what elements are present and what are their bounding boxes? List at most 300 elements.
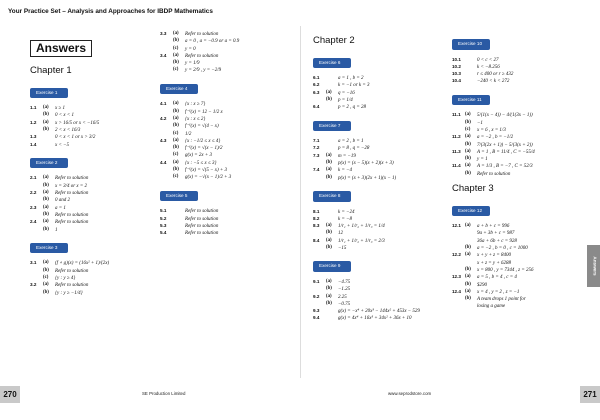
answer-row	[160, 224, 218, 231]
question-number	[30, 269, 43, 276]
answer-row	[30, 291, 109, 298]
answer-row	[30, 176, 88, 183]
question-number	[452, 261, 465, 268]
answer-row	[160, 124, 231, 131]
part-label: (b)	[173, 60, 179, 66]
question-number: 7.3	[313, 152, 320, 158]
question-number	[160, 61, 173, 68]
question-number	[452, 297, 465, 304]
part-label: (a)	[173, 31, 179, 36]
exercise-2-answers	[30, 176, 88, 234]
part-label: (b)	[43, 112, 49, 118]
column-4	[452, 36, 584, 312]
answer-text: {x : −5 ≤ x ≤ 3}	[185, 160, 217, 166]
answer-text: Refer to solution	[55, 212, 89, 218]
answer-row	[160, 153, 231, 160]
part-label: (a)	[326, 167, 332, 173]
answer-row	[452, 72, 513, 79]
answer-text: 1	[55, 227, 58, 233]
part-label	[465, 304, 477, 311]
answer-text: 2 < x < 16/3	[55, 127, 81, 133]
answer-text: x = 4 , y = 2 , z = −1	[477, 289, 520, 295]
exercise-11-answers	[452, 113, 535, 179]
question-number: 4.4	[160, 159, 167, 165]
answer-text: f⁻¹(x) = √(x − 1)/2	[185, 146, 223, 152]
answer-text: $290	[477, 282, 487, 288]
answer-text: f⁻¹(x) = 12 − 1/2 x	[185, 109, 223, 115]
question-number: 4.3	[160, 137, 167, 143]
question-number	[160, 39, 173, 46]
part-label: (a)	[173, 159, 179, 165]
question-number: 12.1	[452, 223, 461, 229]
answer-text: 0 and 2	[55, 198, 70, 204]
answer-text: −4.75	[338, 279, 351, 285]
part-label	[43, 135, 55, 142]
answer-text: Refer to solution	[185, 216, 219, 222]
answer-row	[160, 132, 231, 139]
part-label: (a)	[43, 175, 49, 181]
part-label: (a)	[465, 288, 471, 294]
part-label: (a)	[173, 137, 179, 143]
answer-text: p = 8 , q = −28	[338, 146, 370, 152]
exercise-3-continued-answers	[160, 32, 239, 76]
answer-row	[160, 161, 231, 168]
column-1	[30, 30, 138, 298]
answer-text: g(x) = −x⁴ + 20x³ − 144x² + 453x − 529	[338, 309, 420, 315]
question-number	[30, 228, 43, 235]
part-label	[173, 224, 185, 231]
part-label: (b)	[43, 211, 49, 217]
part-label	[465, 72, 477, 79]
question-number: 4.1	[160, 101, 167, 107]
part-label: (b)	[173, 108, 179, 114]
part-label: (a)	[326, 293, 332, 299]
question-number: 1.3	[30, 134, 37, 140]
answer-text: a = 1 , b = 2	[338, 76, 364, 82]
answer-text: Refer to solution	[185, 32, 219, 37]
exercise-4-badge: Exercise 4	[160, 84, 198, 95]
answer-text: x + y + z = 8400	[477, 253, 512, 259]
answer-text: x = 6 , x = 1/3	[477, 127, 506, 133]
exercise-5-answers	[160, 209, 218, 238]
answer-text: y = 2/9 , y = −2/9	[185, 68, 222, 74]
part-label: (a)	[43, 190, 49, 196]
part-label: (b)	[465, 281, 471, 287]
answer-text: f⁻¹(x) = √(5 − x) + 3	[185, 168, 227, 174]
answer-row	[30, 106, 99, 113]
answer-text: 7/(3(2x + 1)) − 5/(3(x + 2))	[477, 142, 533, 148]
exercise-7-badge: Exercise 7	[313, 121, 351, 132]
footer-publisher: SE Production Limited	[142, 391, 186, 396]
answer-row	[313, 316, 420, 323]
answer-row	[313, 231, 385, 238]
answer-row	[313, 210, 385, 217]
answer-text: Refer to solution	[185, 209, 219, 215]
answer-text: Refer to solution	[55, 268, 89, 274]
part-label: (b)	[326, 96, 332, 102]
question-number: 8.1	[313, 208, 320, 214]
answer-text: 0 < c < 27	[477, 57, 499, 63]
answer-row	[30, 206, 88, 213]
part-label: (a)	[43, 119, 49, 125]
answer-text: {y : y ≥ 4}	[55, 276, 76, 282]
question-number: 5.1	[160, 208, 167, 214]
page-header: Your Practice Set – Analysis and Approaches for IBDP Mathematics	[8, 8, 213, 15]
part-label	[326, 139, 338, 146]
exercise-4-answers	[160, 102, 231, 182]
answer-row	[313, 76, 370, 83]
answer-text: k = −1 or k = 3	[338, 83, 370, 89]
answer-text: x + z = y + 6288	[477, 260, 512, 266]
question-number: 11.1	[452, 112, 461, 118]
answer-text: a = −2 , b = 0 , c = 1000	[477, 246, 528, 252]
part-label: (a)	[326, 237, 332, 243]
answer-text: 0 < x < 1	[55, 113, 74, 119]
question-number: 7.4	[313, 167, 320, 173]
chapter-2-heading: Chapter 2	[313, 35, 355, 46]
answer-text: x ≥ 1	[55, 106, 65, 112]
answer-row	[30, 220, 88, 227]
answer-row	[452, 231, 534, 238]
part-label	[465, 58, 477, 65]
part-label	[326, 309, 338, 316]
question-number: 10.1	[452, 56, 461, 62]
part-label	[43, 143, 55, 150]
part-label: (a)	[173, 101, 179, 107]
part-label: (b)	[465, 156, 471, 162]
question-number: 6.4	[313, 104, 320, 110]
answer-text: 1/2	[185, 131, 192, 137]
exercise-1-badge: Exercise 1	[30, 88, 68, 99]
answer-text: −15	[338, 246, 347, 252]
answer-text: Refer to solution	[55, 176, 89, 182]
answer-text: r ≤ 400 or r ≥ 432	[477, 72, 514, 78]
answer-text: Refer to solution	[477, 171, 511, 177]
answer-row	[160, 146, 231, 153]
part-label	[326, 316, 338, 323]
answer-row	[313, 302, 420, 309]
exercise-12-badge: Exercise 12	[452, 206, 490, 217]
question-number	[313, 246, 326, 253]
question-number	[452, 304, 465, 311]
question-number: 4.2	[160, 115, 167, 121]
part-label: (b)	[43, 289, 49, 295]
question-number	[160, 175, 173, 182]
part-label: (b)	[173, 167, 179, 173]
answer-text: 0 < x < 1 or x > 3/2	[55, 135, 96, 141]
footer-website: www.seprodstore.com	[388, 391, 432, 396]
answer-text: Refer to solution	[55, 220, 89, 226]
question-number: 7.1	[313, 138, 320, 144]
answer-row	[30, 276, 109, 283]
part-label: (a)	[465, 134, 471, 140]
answer-row	[313, 224, 385, 231]
question-number	[160, 168, 173, 175]
answer-text: 1/r₁ + 1/r₂ + 1/r₃ = 2/3	[338, 238, 385, 244]
question-number: 11.4	[452, 163, 461, 169]
answer-row	[30, 228, 88, 235]
question-number	[452, 172, 465, 179]
answer-text: k < −8.256	[477, 64, 500, 70]
answer-text: {x : x ≤ 2}	[185, 116, 206, 122]
answer-row	[160, 110, 231, 117]
answer-text: 5/(1(x − 4)) − 4/(1(3x − 1))	[477, 113, 533, 119]
part-label	[465, 231, 477, 238]
part-label: (a)	[326, 89, 332, 95]
question-number: 10.3	[452, 71, 461, 77]
answer-row	[313, 239, 385, 246]
answer-text: Refer to solution	[55, 283, 89, 289]
answer-text: A = 1/3 , B = −7 , C = 52/3	[477, 164, 533, 170]
chapter-3-heading: Chapter 3	[452, 183, 494, 195]
part-label: (c)	[173, 174, 179, 180]
answer-text: {y : y ≥ −1/4}	[55, 290, 83, 296]
part-label: (a)	[173, 52, 179, 58]
answer-text: Refer to solution	[185, 53, 219, 59]
part-label: (b)	[326, 286, 332, 292]
answer-row	[30, 143, 99, 150]
answer-row	[30, 283, 109, 290]
part-label: (a)	[465, 252, 471, 258]
answer-row	[30, 191, 88, 198]
part-label: (b)	[326, 300, 332, 306]
part-label: (a)	[43, 219, 49, 225]
answer-text: Refer to solution	[185, 223, 219, 229]
answer-row	[30, 184, 88, 191]
question-number	[452, 239, 465, 246]
answer-row	[313, 139, 396, 146]
question-number: 2.2	[30, 190, 37, 196]
question-number: 12.3	[452, 274, 461, 280]
answer-row	[30, 198, 88, 205]
answer-text: g(x) = 2x + 3	[185, 153, 213, 159]
answer-text: y = 0	[185, 46, 196, 52]
part-label	[326, 76, 338, 83]
exercise-3-answers	[30, 261, 109, 297]
answer-text: a = 1	[55, 205, 66, 211]
question-number	[160, 68, 173, 75]
answer-text: A = 1 , B = 11/4 , C = −55/4	[477, 149, 535, 155]
question-number: 1.1	[30, 105, 37, 111]
column-3	[313, 36, 451, 324]
exercise-10-badge: Exercise 10	[452, 39, 490, 50]
part-label: (c)	[465, 126, 471, 132]
answer-text: 12	[338, 231, 343, 237]
answer-row	[30, 269, 109, 276]
answer-text: k = −4	[338, 168, 352, 174]
exercise-10-answers	[452, 58, 513, 87]
answer-text: (f ∘ g)(x) = (16x² + 1)/(2x)	[55, 261, 110, 267]
chapter-1-heading: Chapter 1	[30, 65, 72, 76]
part-label: (b)	[173, 123, 179, 129]
part-label: (b)	[43, 197, 49, 203]
part-label: (a)	[465, 148, 471, 154]
part-label: (a)	[173, 115, 179, 121]
answer-text: −240 < k < 272	[477, 79, 510, 85]
question-number: 2.3	[30, 204, 37, 210]
answer-row	[160, 217, 218, 224]
answer-text: g(x) = 4x⁴ + 16x³ + 34x² + 36x + 10	[338, 316, 412, 322]
answer-row	[30, 135, 99, 142]
question-number: 6.3	[313, 89, 320, 95]
answer-text: q = −16	[338, 90, 355, 96]
answer-row	[452, 65, 513, 72]
answer-text: a = 5 , b = 4 , c = 4	[477, 275, 517, 281]
question-number: 3.4	[160, 52, 167, 58]
exercise-8-badge: Exercise 8	[313, 191, 351, 202]
question-number	[30, 291, 43, 298]
part-label: (b)	[465, 266, 471, 272]
answer-row	[160, 68, 239, 75]
part-label: (a)	[326, 278, 332, 284]
answer-text: −1	[477, 120, 483, 126]
answer-text: p(x) = (x − 5)(x + 2)(x + 3)	[338, 161, 394, 167]
question-number: 3.1	[30, 260, 37, 266]
answer-text: x = 3/4 or x = 2	[55, 183, 88, 189]
exercise-5-badge: Exercise 5	[160, 191, 198, 202]
answer-row	[160, 39, 239, 46]
question-number: 9.2	[313, 293, 320, 299]
question-number: 8.2	[313, 215, 320, 221]
question-number: 10.2	[452, 63, 461, 69]
answer-text: a + b + c = 996	[477, 224, 510, 230]
part-label: (a)	[43, 260, 49, 266]
question-number: 2.1	[30, 175, 37, 181]
part-label: (b)	[465, 245, 471, 251]
exercise-12-answers	[452, 224, 534, 312]
part-label: (b)	[43, 182, 49, 188]
part-label	[173, 209, 185, 216]
part-label: (b)	[465, 170, 471, 176]
answer-text: f⁻¹(x) = √(4 − x)	[185, 124, 219, 130]
part-label	[465, 79, 477, 86]
question-number: 8.4	[313, 237, 320, 243]
part-label: (c)	[173, 67, 179, 73]
answer-row	[160, 231, 218, 238]
part-label: (a)	[43, 282, 49, 288]
part-label: (c)	[43, 275, 49, 281]
answer-row	[160, 32, 239, 39]
exercise-2-badge: Exercise 2	[30, 158, 68, 169]
answer-row	[452, 79, 513, 86]
exercise-9-answers	[313, 280, 420, 324]
part-label: (a)	[465, 274, 471, 280]
question-number: 3.3	[160, 31, 167, 36]
question-number: 5.3	[160, 222, 167, 228]
answer-text: g(x) = −√(x − 1)/2 + 3	[185, 175, 232, 181]
part-label: (b)	[326, 230, 332, 236]
part-label	[465, 65, 477, 72]
column-2	[160, 32, 300, 238]
part-label: (b)	[326, 174, 332, 180]
answer-text: A team drops 1 point for	[477, 297, 526, 303]
answer-text: m = −19	[338, 153, 356, 159]
question-number: 11.2	[452, 134, 461, 140]
answer-text: 1/r₁ + 1/r₂ + 1/r₃ = 1/4	[338, 224, 385, 230]
question-number: 6.2	[313, 82, 320, 88]
part-label: (a)	[465, 163, 471, 169]
answer-text: k = −24	[338, 209, 355, 215]
part-label: (c)	[173, 152, 179, 158]
answer-row	[452, 253, 534, 260]
exercise-9-badge: Exercise 9	[313, 261, 351, 272]
part-label: (b)	[465, 141, 471, 147]
answer-text: {x : x ≥ 7}	[185, 102, 206, 108]
answer-row	[452, 172, 535, 179]
answer-text: k = −8	[338, 216, 352, 222]
part-label	[326, 105, 338, 112]
question-number: 10.4	[452, 78, 461, 84]
answer-row	[160, 102, 231, 109]
part-label	[173, 231, 185, 238]
part-label: (a)	[43, 204, 49, 210]
answer-row	[313, 217, 385, 224]
question-number: 1.2	[30, 119, 37, 125]
part-label	[173, 217, 185, 224]
question-number	[313, 176, 326, 183]
page-number-right: 271	[580, 386, 600, 403]
part-label: (b)	[43, 126, 49, 132]
answer-text: 2.25	[338, 294, 347, 300]
answer-text: y = 1/9	[185, 61, 200, 67]
answer-row	[30, 261, 109, 268]
answer-row	[30, 213, 88, 220]
part-label: (b)	[465, 296, 471, 302]
answer-text: losing a game	[477, 304, 506, 310]
question-number: 12.4	[452, 288, 461, 294]
exercise-6-answers	[313, 76, 370, 112]
answer-row	[160, 61, 239, 68]
question-number: 11.3	[452, 148, 461, 154]
exercise-6-badge: Exercise 6	[313, 58, 351, 69]
question-number: 5.4	[160, 230, 167, 236]
page-divider	[300, 26, 301, 378]
answer-row	[313, 246, 385, 253]
question-number: 9.3	[313, 308, 320, 314]
question-number: 7.2	[313, 145, 320, 151]
question-number	[452, 231, 465, 238]
part-label: (a)	[465, 223, 471, 229]
answer-row	[160, 54, 239, 61]
answer-row	[313, 83, 370, 90]
answer-text: x = 800 , y = 7344 , z = 256	[477, 267, 534, 273]
exercise-3-badge: Exercise 3	[30, 243, 68, 254]
part-label: (b)	[326, 160, 332, 166]
part-label: (b)	[173, 38, 179, 44]
answer-row	[30, 113, 99, 120]
part-label: (b)	[465, 119, 471, 125]
answer-text: 9a + 3b + c = 987	[477, 231, 515, 237]
answer-row	[452, 58, 513, 65]
exercise-8-answers	[313, 210, 385, 254]
question-number	[452, 121, 465, 128]
part-label: (a)	[326, 223, 332, 229]
answer-row	[313, 176, 396, 183]
answer-row	[160, 175, 231, 182]
part-label: (b)	[326, 245, 332, 251]
answer-row	[313, 98, 370, 105]
question-number: 3.2	[30, 282, 37, 288]
answers-heading: Answers	[30, 40, 92, 57]
answer-text: Refer to solution	[185, 231, 219, 237]
question-number: 8.3	[313, 223, 320, 229]
answers-side-tab	[587, 245, 600, 287]
question-number: 9.1	[313, 278, 320, 284]
answer-row	[160, 47, 239, 54]
part-label: (c)	[173, 45, 179, 51]
answer-row	[160, 209, 218, 216]
part-label: (c)	[173, 130, 179, 136]
